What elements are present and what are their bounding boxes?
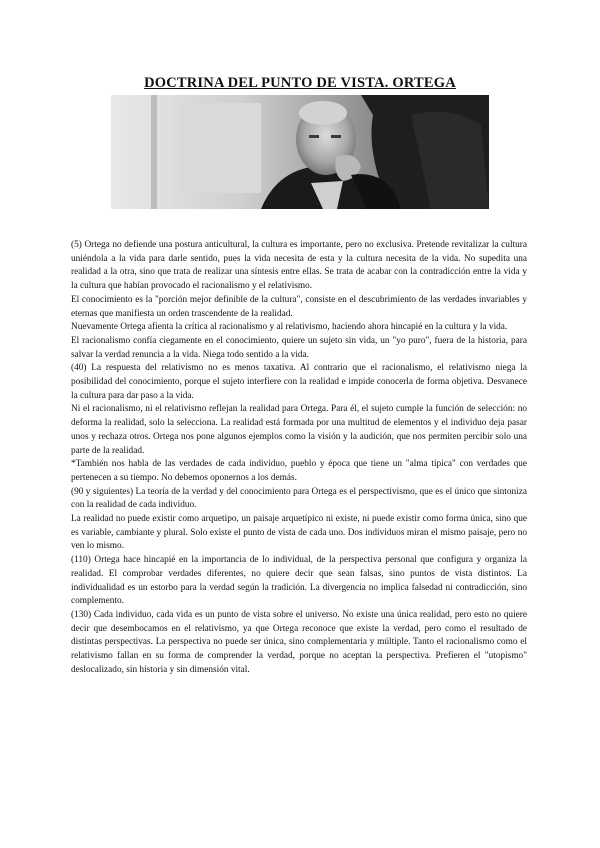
portrait-image (111, 95, 489, 209)
paragraph: Ni el racionalismo, ni el relativismo reflejan la realidad para Ortega. Para él, el sujeto cumple la función de selección: no deforma la realidad, solo la selecciona. La realidad está formada por una multitud de elementos y el individuo deja pasar unos y rechaza otros. Ortega nos pone algunos ejemplos como la visión y la audición, que nos permiten percibir solo una parte de la realidad. (71, 404, 527, 456)
paragraph: La realidad no puede existir como arquetipo, un paisaje arquetípico ni existe, ni puede existir como forma única, sino que es variable, cambiante y plural. Solo existe el punto de vista de cada uno. Dos individuos miran el mismo paisaje, pero no ven lo mismo. (71, 514, 527, 552)
body-text (71, 239, 527, 678)
paragraph: *También nos habla de las verdades de cada individuo, pueblo y época que tiene un "alma típica" con verdades que pertenecen a su tiempo. No debemos oponernos a los demás. (71, 459, 527, 483)
paragraph: (5) Ortega no defiende una postura anticultural, la cultura es importante, pero no exclusiva. Pretende revitalizar la cultura uniéndola a la vida para darle sentido, pues la vida necesita de esta y la cultura necesita de la vida. No supedita una realidad a la otra, sino que trata de realizar una síntesis entre ellas. Se trata de acabar con la contradicción entre la vida y la cultura que habían provocado el racionalismo y el relativismo. (71, 240, 527, 292)
paragraph: (110) Ortega hace hincapié en la importancia de lo individual, de la perspectiva personal que configura y organiza la realidad. El comprobar verdades diferentes, no quiere decir que sean falsas, sino puntos de vista distintos. La individualidad es un estorbo para la verdad según la tradición. La divergencia no implica falsedad ni contradicción, sino complemento. (71, 555, 527, 607)
paragraph: (130) Cada individuo, cada vida es un punto de vista sobre el universo. No existe una única realidad, pero esto no quiere decir que desembocamos en el relativismo, ya que Ortega reconoce que existe la verdad, pero como el resultado de distintas perspectivas. La perspectiva no puede ser única, sino complementaria y múltiple. Tanto el racionalismo como el relativismo fallan en su forma de comprender la verdad, porque no aceptan la perspectiva. Prefieren el "utopismo" deslocalizado, sin historia y sin dimensión vital. (71, 609, 527, 675)
paragraph: El conocimiento es la "porción mejor definible de la cultura", consiste en el descubrimiento de las verdades invariables y eternas que manifiesta un orden trascendente de la realidad. (71, 294, 527, 319)
paragraph: (40) La respuesta del relativismo no es menos taxativa. Al contrario que el racionalismo, el relativismo niega la posibilidad del conocimiento, porque el sujeto interfiere con la realidad e impide conocerla de forma objetiva. Desvanece la cultura para dar paso a la vida. (71, 363, 527, 401)
paragraph: (90 y siguientes) La teoría de la verdad y del conocimiento para Ortega es el perspectivismo, que es el único que sintoniza con la realidad de cada individuo. (71, 486, 527, 511)
paragraph: Nuevamente Ortega afienta la crítica al racionalismo y al relativismo, haciendo ahora hincapié en la cultura y la vida. (71, 322, 508, 333)
paragraph: El racionalismo confía ciegamente en el conocimiento, quiere un sujeto sin vida, un "yo puro", fuera de la historia, para salvar la verdad renuncia a la vida. Niega todo sentido a la vida. (71, 335, 527, 360)
page-title: DOCTRINA DEL PUNTO DE VISTA. ORTEGA (144, 75, 456, 91)
portrait-photo (111, 95, 489, 209)
